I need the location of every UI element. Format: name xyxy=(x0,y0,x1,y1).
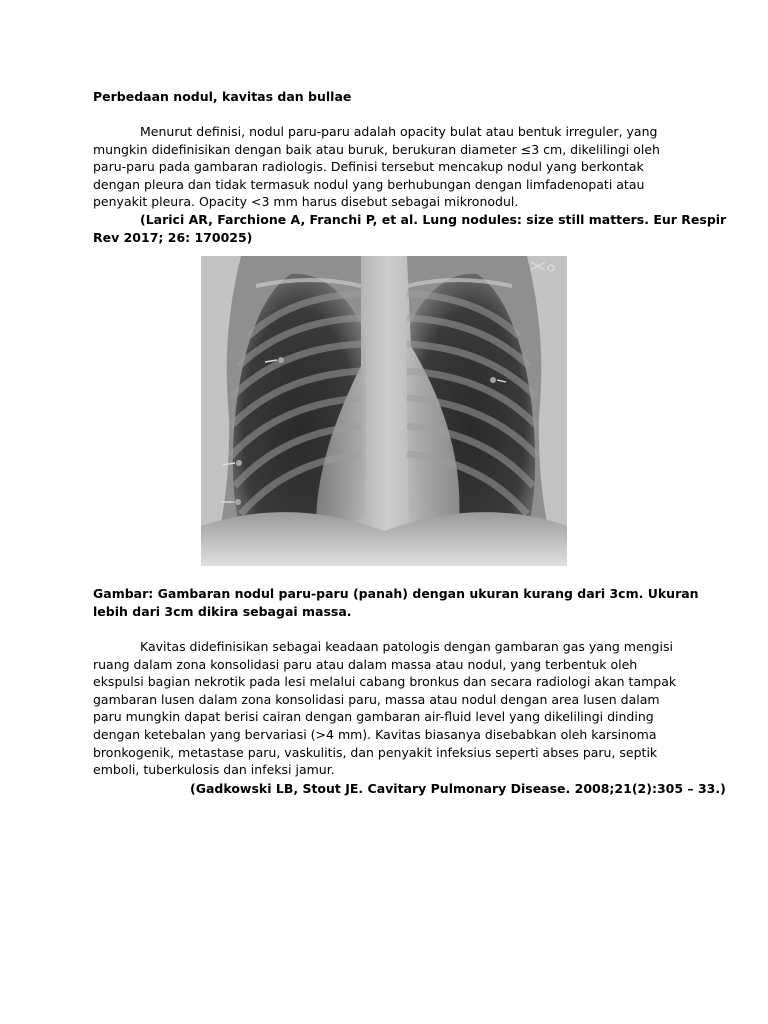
paragraph-line: dengan pleura dan tidak termasuk nodul yang berhubungan dengan limfadenopati atau xyxy=(93,176,645,192)
paragraph-line: mungkin didefinisikan dengan baik atau buruk, berukuran diameter ≤3 cm, dikelilingi oleh xyxy=(93,141,660,157)
document-title: Perbedaan nodul, kavitas dan bullae xyxy=(93,89,352,104)
paragraph-kavitas-definition xyxy=(93,638,683,779)
paragraph-line: dengan ketebalan yang bervariasi (>4 mm). Kavitas biasanya disebabkan oleh karsinoma xyxy=(93,726,657,742)
paragraph-line: paru-paru pada gambaran radiologis. Definisi tersebut mencakup nodul yang berkontak xyxy=(93,159,644,175)
reference-larici-line2: Rev 2017; 26: 170025) xyxy=(93,230,253,245)
paragraph-line: emboli, tuberkulosis dan infeksi jamur. xyxy=(93,762,335,778)
caption-line: Gambar: Gambaran nodul paru-paru (panah) dengan ukuran kurang dari 3cm. Ukuran xyxy=(93,586,699,601)
paragraph-nodul-definition xyxy=(93,123,683,211)
caption-line: lebih dari 3cm dikira sebagai massa. xyxy=(93,603,352,619)
paragraph-line: Menurut definisi, nodul paru-paru adalah opacity bulat atau bentuk irreguler, yang xyxy=(140,124,658,139)
reference-gadkowski: (Gadkowski LB, Stout JE. Cavitary Pulmonary Disease. 2008;21(2):305 – 33.) xyxy=(190,781,726,796)
paragraph-line: gambaran lusen dalam zona konsolidasi paru, massa atau nodul dengan area lusen dalam xyxy=(93,691,660,707)
paragraph-line: bronkogenik, metastase paru, vaskulitis, dan penyakit infeksius seperti abses paru, septik xyxy=(93,744,658,760)
paragraph-line: ruang dalam zona konsolidasi paru atau dalam massa atau nodul, yang terbentuk oleh xyxy=(93,656,638,672)
paragraph-line: Kavitas didefinisikan sebagai keadaan patologis dengan gambaran gas yang mengisi xyxy=(140,639,673,654)
paragraph-line: paru mungkin dapat berisi cairan dengan gambaran air-fluid level yang dikelilingi dinding xyxy=(93,709,654,725)
paragraph-line: ekspulsi bagian nekrotik pada lesi melalui cabang bronkus dan secara radiologi akan tampak xyxy=(93,674,677,690)
paragraph-line: penyakit pleura. Opacity <3 mm harus disebut sebagai mikronodul. xyxy=(93,194,519,210)
figure-caption xyxy=(93,585,699,620)
reference-larici-line1: (Larici AR, Farchione A, Franchi P, et al. Lung nodules: size still matters. Eur Respir xyxy=(140,212,727,227)
chest-xray-image xyxy=(201,256,567,566)
